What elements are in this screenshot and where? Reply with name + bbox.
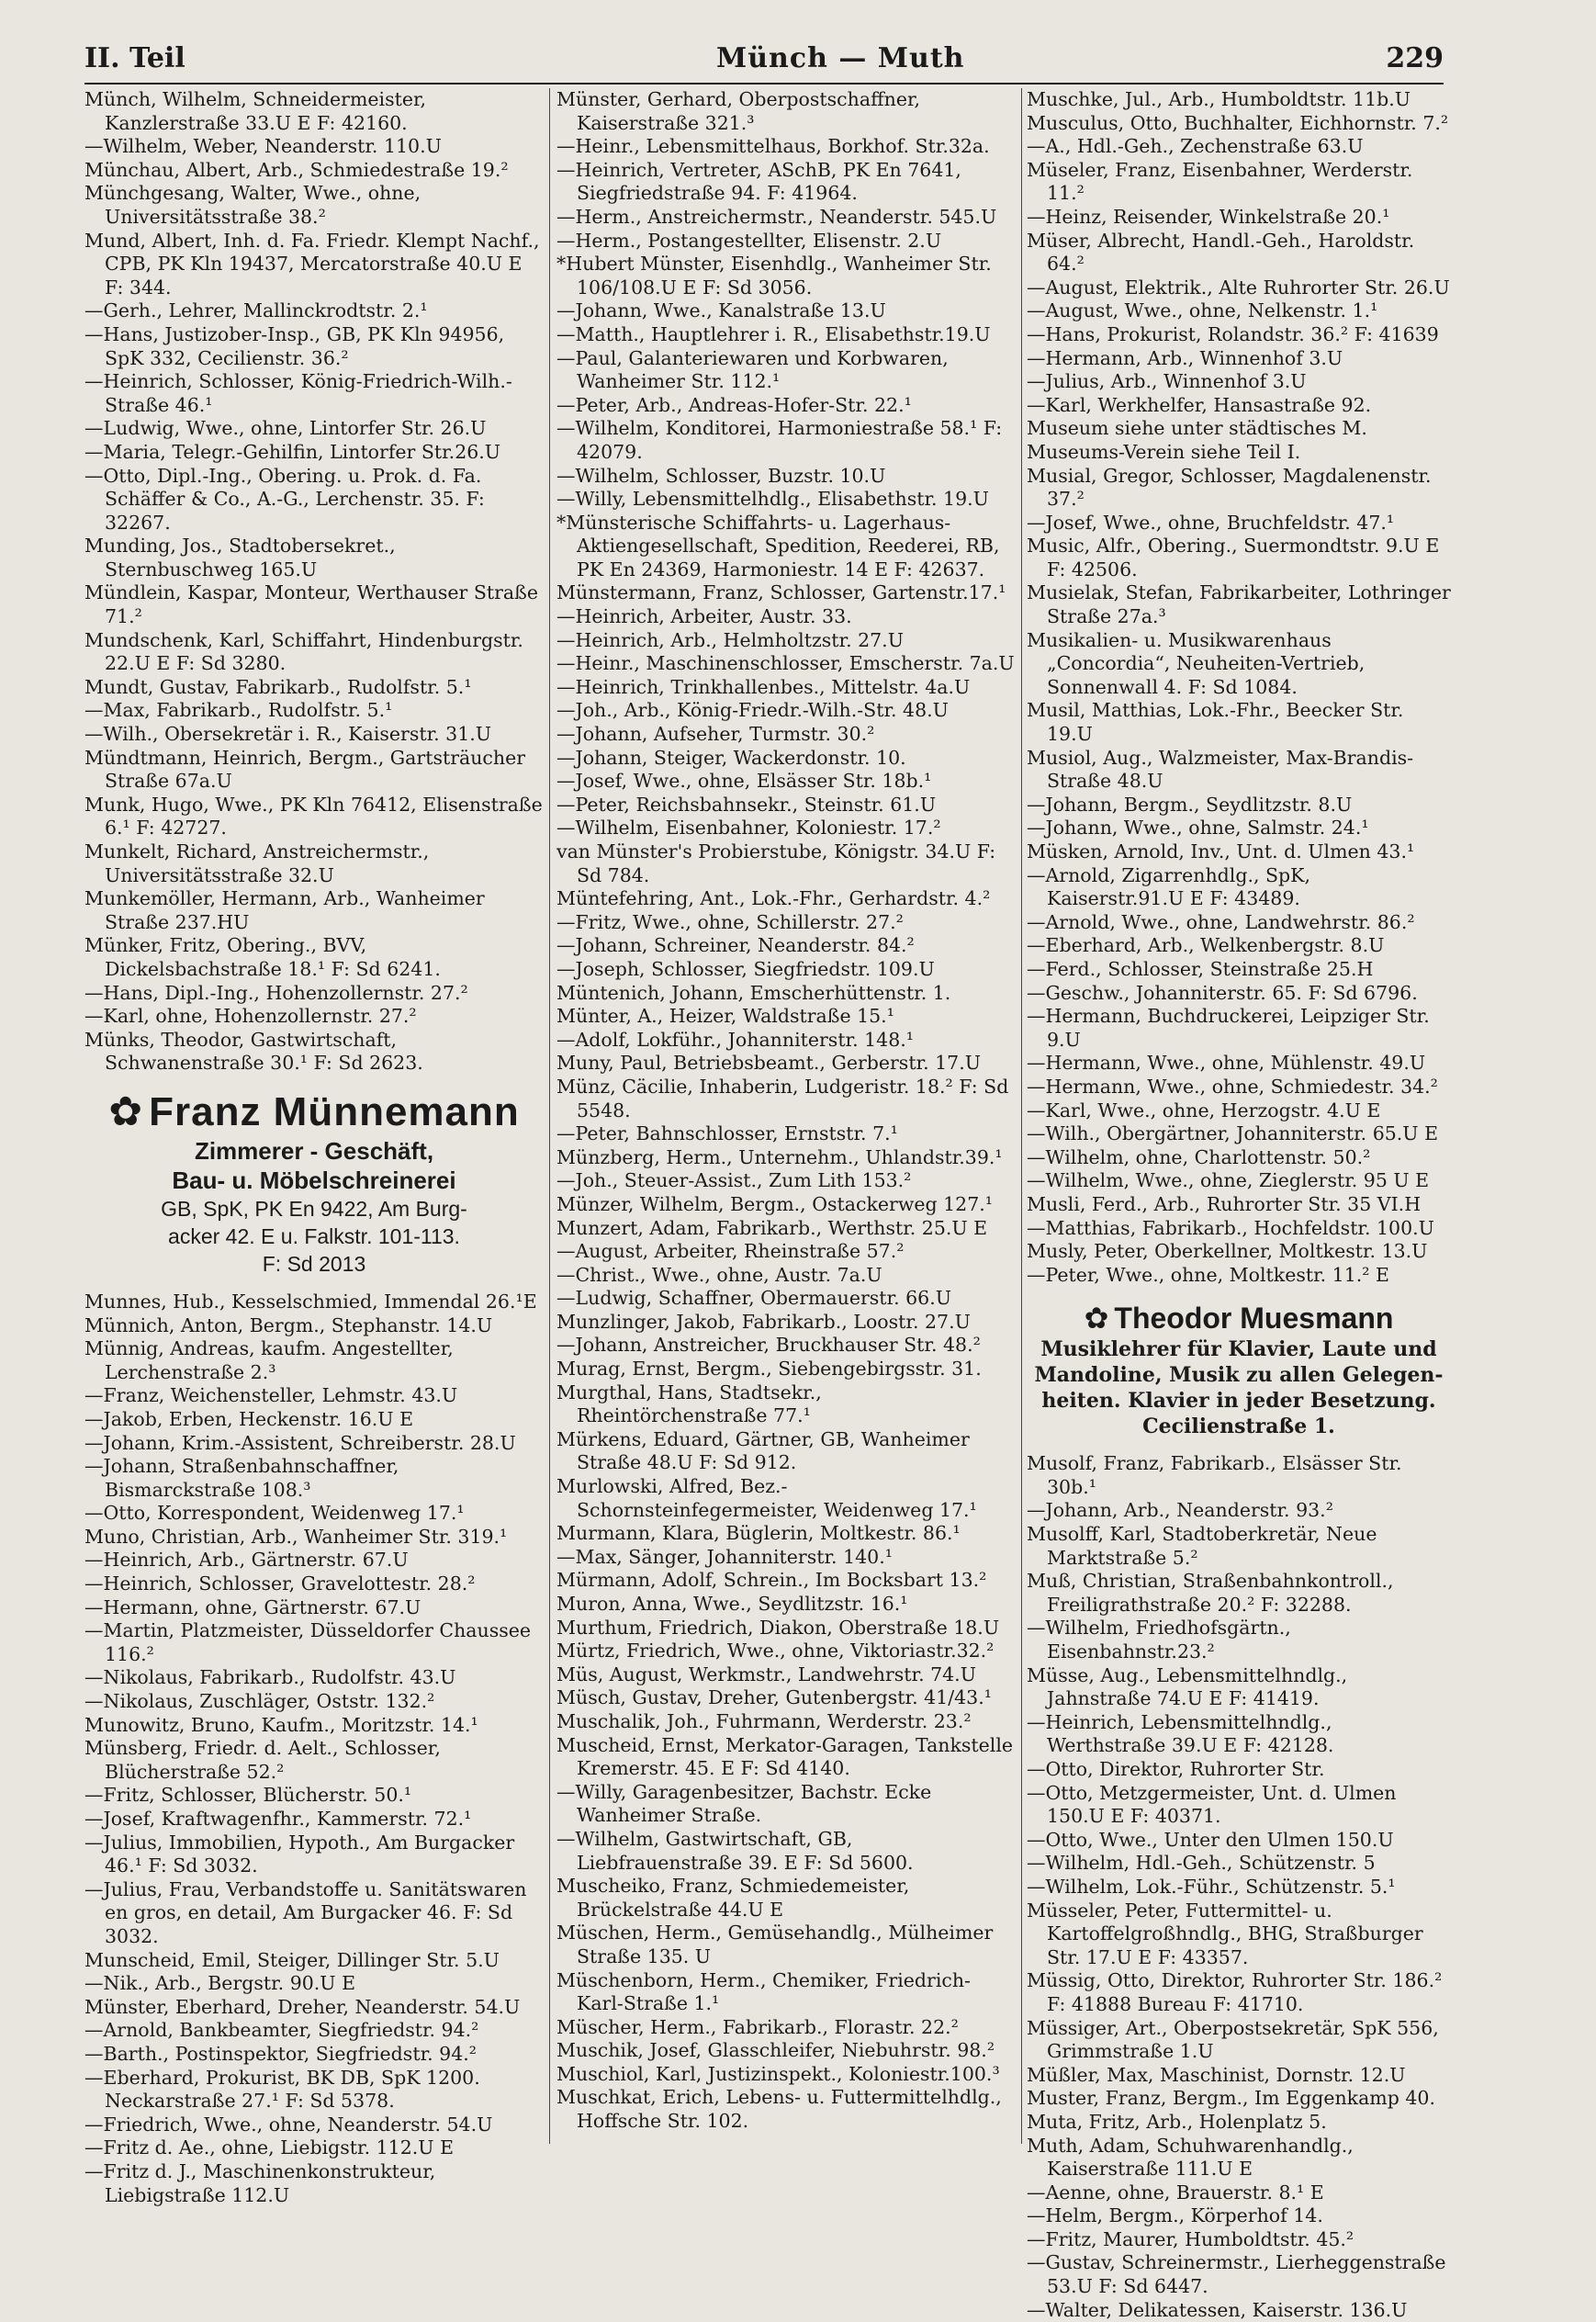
directory-entry: Munding, Jos., Stadtobersekret., Sternbuschweg 165.U <box>84 535 396 580</box>
directory-entry: —Wilh., Obergärtner, Johanniterstr. 65.U E <box>1027 1122 1439 1145</box>
directory-entry: —Johann, Bergm., Seydlitzstr. 8.U <box>1027 793 1353 816</box>
directory-entry: —Josef, Kraftwagenfhr., Kammerstr. 72.¹ <box>84 1808 472 1830</box>
directory-entry: Müsch, Gustav, Dreher, Gutenbergstr. 41/43.¹ <box>556 1686 992 1709</box>
column-1 <box>84 88 544 2206</box>
column-3 <box>1027 88 1451 2321</box>
ad-line: Zimmerer - Geschäft, <box>194 1136 434 1165</box>
directory-entry: Mundt, Gustav, Fabrikarb., Rudolfstr. 5.¹ <box>84 675 472 698</box>
directory-entry: Müntenich, Johann, Emscherhüttenstr. 1. <box>556 981 951 1004</box>
directory-entry: —Otto, Direktor, Ruhrorter Str. <box>1027 1758 1325 1780</box>
ad-company-name <box>84 1088 544 1136</box>
directory-entry: *Münsterische Schiffahrts- u. Lagerhaus-Aktiengesellschaft, Spedition, Reederei, RB, PK En 24369, Harmoniestr. 14 E F: 42637. <box>556 511 1000 580</box>
directory-entry: *Hubert Münster, Eisenhdlg., Wanheimer Str. 106/108.U E F: Sd 3056. <box>556 253 992 299</box>
directory-entry: Münster, Gerhard, Oberpostschaffner, Kaiserstraße 321.³ <box>556 88 921 134</box>
directory-entry: —Karl, Werkhelfer, Hansastraße 92. <box>1027 393 1372 416</box>
directory-entry: —Hans, Dipl.-Ing., Hohenzollernstr. 27.² <box>84 981 468 1004</box>
directory-entry: —Heinrich, Vertreter, ASchB, PK En 7641, Siegfriedstraße 94. F: 41964. <box>556 158 961 205</box>
directory-entry: —Arnold, Wwe., ohne, Landwehrstr. 86.² <box>1027 910 1415 933</box>
directory-entry: —Wilhelm, Weber, Neanderstr. 110.U <box>84 135 442 158</box>
directory-entry: —Gustav, Schreinermstr., Lierheggenstraße 53.U F: Sd 6447. <box>1027 2251 1446 2298</box>
directory-entry: —Fritz d. Ae., ohne, Liebigstr. 112.U E <box>84 2136 455 2159</box>
directory-entry: —Ludwig, Wwe., ohne, Lintorfer Str. 26.U <box>84 417 487 440</box>
directory-entry: —Matthias, Fabrikarb., Hochfeldstr. 100.U <box>1027 1216 1434 1239</box>
directory-entry: Münks, Theodor, Gastwirtschaft, Schwanenstraße 30.¹ F: Sd 2623. <box>84 1028 423 1075</box>
directory-entry: —Fritz, Schlosser, Blücherstr. 50.¹ <box>84 1784 412 1807</box>
directory-entry: —Adolf, Lokführ., Johanniterstr. 148.¹ <box>556 1028 914 1051</box>
directory-entry: —Fritz d. J., Maschinenkonstrukteur, Liebigstraße 112.U <box>84 2159 436 2206</box>
directory-entry: —Otto, Dipl.-Ing., Obering. u. Prok. d. Fa. Schäffer & Co., A.-G., Lerchenstr. 35. F: 32267. <box>84 464 485 534</box>
directory-entry: —Johann, Arb., Neanderstr. 93.² <box>1027 1499 1333 1522</box>
directory-entry: Münnig, Andreas, kaufm. Angestellter, Lerchenstraße 2.³ <box>84 1337 454 1383</box>
directory-entry: —Johann, Wwe., Kanalstraße 13.U <box>556 299 886 322</box>
directory-entry: Münzberg, Herm., Unternehm., Uhlandstr.39.¹ <box>556 1145 1003 1168</box>
directory-entry: —Helm, Bergm., Körperhof 14. <box>1027 2204 1323 2227</box>
section-label: II. Teil <box>84 42 185 74</box>
directory-entry: —Wilhelm, Lok.-Führ., Schützenstr. 5.¹ <box>1027 1875 1396 1898</box>
directory-entry: —Jakob, Erben, Heckenstr. 16.U E <box>84 1407 414 1430</box>
directory-entry: —Ludwig, Schaffner, Obermauerstr. 66.U <box>556 1287 951 1310</box>
directory-entry: Munkemöller, Hermann, Arb., Wanheimer Straße 237.HU <box>84 887 485 933</box>
directory-entry: —Max, Fabrikarb., Rudolfstr. 5.¹ <box>84 699 393 722</box>
ad-line: Bau- u. Möbelschreinerei <box>172 1166 456 1194</box>
directory-entry: —Matth., Hauptlehrer i. R., Elisabethstr.19.U <box>556 322 991 345</box>
directory-entry: Muschke, Jul., Arb., Humboldtstr. 11b.U <box>1027 88 1411 110</box>
directory-entry: —Joseph, Schlosser, Siegfriedstr. 109.U <box>556 957 935 980</box>
directory-entry: Münster, Eberhard, Dreher, Neanderstr. 54.U <box>84 1995 521 2018</box>
directory-entry: —Ferd., Schlosser, Steinstraße 25.H <box>1027 957 1374 980</box>
directory-entry: —Hermann, Buchdruckerei, Leipziger Str. 9.U <box>1027 1005 1430 1051</box>
directory-entry: Museums-Verein siehe Teil I. <box>1027 440 1301 463</box>
directory-entry: —Julius, Immobilien, Hypoth., Am Burgacker 46.¹ F: Sd 3032. <box>84 1831 515 1877</box>
directory-entry: Muta, Fritz, Arb., Holenplatz 5. <box>1027 2110 1327 2133</box>
directory-entry: —Wilhelm, Friedhofsgärtn., Eisenbahnstr.23.² <box>1027 1617 1291 1663</box>
directory-entry: —August, Elektrik., Alte Ruhrorter Str. 26.U <box>1027 276 1450 299</box>
directory-entry: —Willy, Garagenbesitzer, Bachstr. Ecke Wanheimer Straße. <box>556 1780 932 1827</box>
directory-entry: —Peter, Bahnschlosser, Ernststr. 7.¹ <box>556 1122 898 1145</box>
directory-entry: —Christ., Wwe., ohne, Austr. 7a.U <box>556 1263 882 1286</box>
directory-entry: —Wilhelm, Gastwirtschaft, GB, Liebfrauenstraße 39. E F: Sd 5600. <box>556 1827 914 1874</box>
directory-entry: —Willy, Lebensmittelhdlg., Elisabethstr. 19.U <box>556 488 989 511</box>
directory-entry: —Aenne, ohne, Brauerstr. 8.¹ E <box>1027 2181 1324 2204</box>
directory-entry: —Johann, Wwe., ohne, Salmstr. 24.¹ <box>1027 817 1369 840</box>
directory-entry: —Johann, Schreiner, Neanderstr. 84.² <box>556 934 915 957</box>
page-number: 229 <box>1386 42 1444 74</box>
directory-entry: —Arnold, Bankbeamter, Siegfriedstr. 94.² <box>84 2019 479 2042</box>
directory-entry: —Karl, ohne, Hohenzollernstr. 27.² <box>84 1005 417 1028</box>
directory-entry: Muschkat, Erich, Lebens- u. Futtermittelhdlg., Hoffsche Str. 102. <box>556 2086 1002 2133</box>
directory-entry: Müser, Albrecht, Handl.-Geh., Haroldstr. 64.² <box>1027 229 1415 276</box>
directory-entry: Müsken, Arnold, Inv., Unt. d. Ulmen 43.¹ <box>1027 840 1415 862</box>
directory-entry: Murlowski, Alfred, Bez.-Schornsteinfegermeister, Weidenweg 17.¹ <box>556 1475 977 1521</box>
directory-entry: Musial, Gregor, Schlosser, Magdalenenstr. 37.² <box>1027 464 1432 511</box>
directory-entry: —Wilhelm, Konditorei, Harmoniestraße 58.¹ F: 42079. <box>556 417 1003 463</box>
directory-entry: Mürmann, Adolf, Schrein., Im Bocksbart 13.² <box>556 1569 987 1592</box>
directory-entry: Muny, Paul, Betriebsbeamt., Gerberstr. 17.U <box>556 1052 982 1075</box>
directory-entry: Musiol, Aug., Walzmeister, Max-Brandis-Straße 48.U <box>1027 746 1414 793</box>
directory-entry: —Wilhelm, Wwe., ohne, Zieglerstr. 95 U E <box>1027 1169 1430 1192</box>
directory-entry: —Nik., Arb., Bergstr. 90.U E <box>84 1972 356 1995</box>
directory-entry: —Peter, Reichsbahnsekr., Steinstr. 61.U <box>556 793 937 816</box>
directory-entry: —Martin, Platzmeister, Düsseldorfer Chaussee 116.² <box>84 1619 532 1665</box>
directory-entry: —Johann, Steiger, Wackerdonstr. 10. <box>556 746 906 769</box>
directory-entry: Muß, Christian, Straßenbahnkontroll., Freiligrathstraße 20.² F: 32288. <box>1027 1570 1394 1616</box>
flower-ornament-icon: ✿ <box>1084 1302 1109 1336</box>
directory-entry: —Heinrich, Trinkhallenbes., Mittelstr. 4a.U <box>556 675 971 698</box>
directory-entry: Musolff, Karl, Stadtoberkretär, Neue Marktstraße 5.² <box>1027 1523 1377 1569</box>
ad-name-text: Franz Münnemann <box>149 1088 520 1134</box>
page-header <box>84 37 1444 85</box>
directory-entry: Müssig, Otto, Direktor, Ruhrorter Str. 186.² F: 41888 Bureau F: 41710. <box>1027 1969 1443 2015</box>
directory-entry: —Heinr., Maschinenschlosser, Emscherstr. 7a.U <box>556 652 1015 675</box>
directory-entry: Muschik, Josef, Glasschleifer, Niebuhrstr. 98.² <box>556 2039 995 2062</box>
directory-entry: Müs, August, Werkmstr., Landwehrstr. 74.U <box>556 1663 976 1685</box>
directory-entry: —Peter, Arb., Andreas-Hofer-Str. 22.¹ <box>556 393 912 416</box>
advertisement-theodor-muesmann <box>1027 1300 1451 1439</box>
directory-entry: Münker, Fritz, Obering., BVV, Dickelsbachstraße 18.¹ F: Sd 6241. <box>84 934 441 980</box>
directory-entry: Muscheiko, Franz, Schmiedemeister, Brückelstraße 44.U E <box>556 1875 910 1921</box>
directory-entry: —Geschw., Johanniterstr. 65. F: Sd 6796. <box>1027 981 1418 1004</box>
directory-entry: Müsseler, Peter, Futtermittel- u. Kartoffelgroßhndlg., BHG, Straßburger Str. 17.U E F: 43357. <box>1027 1899 1423 1968</box>
directory-entry: —Karl, Wwe., ohne, Herzogstr. 4.U E <box>1027 1099 1381 1122</box>
column-divider <box>549 88 550 2144</box>
ad-line: F: Sd 2013 <box>262 1251 366 1276</box>
directory-entry: van Münster's Probierstube, Königstr. 34.U F: Sd 784. <box>556 840 996 886</box>
directory-entry: Munk, Hugo, Wwe., PK Kln 76412, Elisenstraße 6.¹ F: 42727. <box>84 793 543 840</box>
directory-entry: —Paul, Galanteriewaren und Korbwaren, Wanheimer Str. 112.¹ <box>556 346 949 393</box>
directory-entry: Musculus, Otto, Buchhalter, Eichhornstr. 7.² <box>1027 111 1449 134</box>
directory-entry: Münchgesang, Walter, Wwe., ohne, Universitätsstraße 38.² <box>84 182 421 228</box>
directory-entry: Muschiol, Karl, Justizinspekt., Koloniestr.100.³ <box>556 2062 1000 2085</box>
directory-entry: —Wilhelm, Hdl.-Geh., Schützenstr. 5 <box>1027 1852 1376 1875</box>
directory-entry: —Joh., Arb., König-Friedr.-Wilh.-Str. 48.U <box>556 699 949 722</box>
directory-entry: —Wilh., Obersekretär i. R., Kaiserstr. 31.U <box>84 723 492 746</box>
running-head: Münch — Muth <box>716 42 965 74</box>
directory-entry: Müscher, Herm., Fabrikarb., Florastr. 22.² <box>556 2015 959 2038</box>
directory-entry: —Otto, Metzgermeister, Unt. d. Ulmen 150.U E F: 40371. <box>1027 1781 1397 1828</box>
directory-entry: —Josef, Wwe., ohne, Elsässer Str. 18b.¹ <box>556 770 932 793</box>
directory-entry: —Nikolaus, Zuschläger, Oststr. 132.² <box>84 1690 435 1713</box>
directory-entry: —Eberhard, Arb., Welkenbergstr. 8.U <box>1027 934 1385 957</box>
directory-entry: —Hermann, Wwe., ohne, Schmiedestr. 34.² <box>1027 1075 1438 1098</box>
directory-entry: Musolf, Franz, Fabrikarb., Elsässer Str. 30b.¹ <box>1027 1452 1402 1498</box>
directory-entry: —Gerh., Lehrer, Mallinckrodtstr. 2.¹ <box>84 299 428 322</box>
directory-entry: Münsberg, Friedr. d. Aelt., Schlosser, Blücherstraße 52.² <box>84 1737 441 1783</box>
directory-entry: Murag, Ernst, Bergm., Siebengebirgsstr. 31. <box>556 1358 982 1381</box>
directory-entry: —Herm., Anstreichermstr., Neanderstr. 545.U <box>556 205 997 228</box>
directory-entry: —A., Hdl.-Geh., Zechenstraße 63.U <box>1027 135 1364 158</box>
directory-entry: —Heinrich, Schlosser, König-Friedrich-Wilh.-Straße 46.¹ <box>84 370 512 416</box>
directory-entry: Münch, Wilhelm, Schneidermeister, Kanzlerstraße 33.U E F: 42160. <box>84 88 427 134</box>
directory-entry: —Josef, Wwe., ohne, Bruchfeldstr. 47.¹ <box>1027 511 1395 534</box>
directory-entry: Münzer, Wilhelm, Bergm., Ostackerweg 127.¹ <box>556 1192 994 1215</box>
directory-entry: Muno, Christian, Arb., Wanheimer Str. 319.¹ <box>84 1525 508 1548</box>
directory-entry: Muster, Franz, Bergm., Im Eggenkamp 40. <box>1027 2087 1435 2110</box>
directory-entry: —Julius, Frau, Verbandstoffe u. Sanitätswaren en gros, en detail, Am Burgacker 46. F: Sd 3032. <box>84 1877 527 1947</box>
directory-entry: Munnes, Hub., Kesselschmied, Immendal 26.¹E <box>84 1290 537 1313</box>
directory-entry: —Otto, Korrespondent, Weidenweg 17.¹ <box>84 1502 465 1525</box>
directory-entry: Mündlein, Kaspar, Monteur, Werthauser Straße 71.² <box>84 581 538 628</box>
directory-entry: —Eberhard, Prokurist, BK DB, SpK 1200. Neckarstraße 27.¹ F: Sd 5378. <box>84 2066 480 2113</box>
directory-entry: Museum siehe unter städtisches M. <box>1027 417 1367 440</box>
directory-entry: —Maria, Telegr.-Gehilfin, Lintorfer Str.26.U <box>84 440 501 463</box>
directory-entry: Munscheid, Emil, Steiger, Dillinger Str. 5.U <box>84 1948 500 1971</box>
directory-entry: —Joh., Steuer-Assist., Zum Lith 153.² <box>556 1169 912 1192</box>
directory-entry: Musil, Matthias, Lok.-Fhr., Beecker Str. 19.U <box>1027 699 1404 746</box>
directory-entry: Müschenborn, Herm., Chemiker, Friedrich-Karl-Straße 1.¹ <box>556 1968 971 2015</box>
directory-entry: Musielak, Stefan, Fabrikarbeiter, Lothringer Straße 27a.³ <box>1027 581 1451 628</box>
column-divider <box>1021 88 1022 2144</box>
directory-entry: —Fritz, Wwe., ohne, Schillerstr. 27.² <box>556 910 904 933</box>
directory-entry: Murgthal, Hans, Stadtsekr., Rheintörchenstraße 77.¹ <box>556 1381 822 1427</box>
directory-entry: —Julius, Arb., Winnenhof 3.U <box>1027 370 1307 393</box>
directory-entry: —Johann, Straßenbahnschaffner, Bismarckstraße 108.³ <box>84 1455 399 1501</box>
ad-company-name <box>1027 1300 1451 1336</box>
directory-entry: Müsse, Aug., Lebensmittelhndlg., Jahnstraße 74.U E F: 41419. <box>1027 1663 1348 1710</box>
directory-entry: —Johann, Anstreicher, Bruckhauser Str. 48.² <box>556 1334 981 1357</box>
directory-entry: —August, Arbeiter, Rheinstraße 57.² <box>556 1240 905 1263</box>
directory-entry: Mürkens, Eduard, Gärtner, GB, Wanheimer Straße 48.U F: Sd 912. <box>556 1427 970 1474</box>
directory-entry: Mündtmann, Heinrich, Bergm., Gartsträucher Straße 67a.U <box>84 746 526 793</box>
directory-entry: Müschen, Herm., Gemüsehandlg., Mülheimer Straße 135. U <box>556 1922 994 1967</box>
directory-entry: —Barth., Postinspektor, Siegfriedstr. 94.² <box>84 2042 477 2065</box>
directory-entry: Münnich, Anton, Bergm., Stephanstr. 14.U <box>84 1313 493 1336</box>
directory-entry: —Max, Sänger, Johanniterstr. 140.¹ <box>556 1545 893 1568</box>
directory-entry: Muschalik, Joh., Fuhrmann, Werderstr. 23.² <box>556 1709 972 1732</box>
directory-entry: —Johann, Aufseher, Turmstr. 30.² <box>556 723 875 746</box>
directory-entry: Munzlinger, Jakob, Fabrikarb., Loostr. 27.U <box>556 1310 971 1333</box>
directory-entry: Müntefehring, Ant., Lok.-Fhr., Gerhardstr. 4.² <box>556 887 991 910</box>
directory-entry: —Wilhelm, ohne, Charlottenstr. 50.² <box>1027 1145 1371 1168</box>
directory-entry: —Friedrich, Wwe., ohne, Neanderstr. 54.U <box>84 2113 493 2136</box>
directory-entry: Musli, Ferd., Arb., Ruhrorter Str. 35 VI.H <box>1027 1192 1422 1215</box>
directory-entry: Music, Alfr., Obering., Suermondtstr. 9.U E F: 42506. <box>1027 535 1440 580</box>
directory-entry: —Fritz, Maurer, Humboldtstr. 45.² <box>1027 2227 1354 2250</box>
directory-entry: —Hans, Justizober-Insp., GB, PK Kln 94956, SpK 332, Cecilienstr. 36.² <box>84 322 505 369</box>
directory-entry: —Hans, Prokurist, Rolandstr. 36.² F: 41639 <box>1027 322 1439 345</box>
directory-entry: Münchau, Albert, Arb., Schmiedestraße 19.² <box>84 158 509 181</box>
directory-entry: Murthum, Friedrich, Diakon, Oberstraße 18.U <box>556 1616 1000 1639</box>
directory-entry: Mürtz, Friedrich, Wwe., ohne, Viktoriastr.32.² <box>556 1640 995 1663</box>
directory-entry: —Hermann, Arb., Winnenhof 3.U <box>1027 346 1343 369</box>
directory-entry: —Arnold, Zigarrenhdlg., SpK, Kaiserstr.91.U E F: 43489. <box>1027 863 1310 910</box>
directory-entry: Münz, Cäcilie, Inhaberin, Ludgeristr. 18.² F: Sd 5548. <box>556 1075 1009 1122</box>
directory-entry: —Johann, Krim.-Assistent, Schreiberstr. 28.U <box>84 1431 516 1454</box>
directory-entry: Müssiger, Art., Oberpostsekretär, SpK 556, Grimmstraße 1.U <box>1027 2016 1439 2063</box>
directory-entry: Mundschenk, Karl, Schiffahrt, Hindenburgstr. 22.U E F: Sd 3280. <box>84 628 523 675</box>
directory-entry: —Peter, Wwe., ohne, Moltkestr. 11.² E <box>1027 1263 1389 1286</box>
directory-entry: Mund, Albert, Inh. d. Fa. Friedr. Klempt Nachf., CPB, PK Kln 19437, Mercatorstraße 40.U E F: 344. <box>84 229 540 299</box>
directory-entry: —Herm., Postangestellter, Elisenstr. 2.U <box>556 229 942 252</box>
ad-line: Cecilienstraße 1. <box>1142 1415 1335 1439</box>
column-2 <box>556 88 1016 2144</box>
directory-entry: —Hermann, ohne, Gärtnerstr. 67.U <box>84 1595 421 1618</box>
directory-entry: —Hermann, Wwe., ohne, Mühlenstr. 49.U <box>1027 1052 1426 1075</box>
directory-entry: —Wilhelm, Schlosser, Buzstr. 10.U <box>556 464 886 487</box>
directory-entry: —August, Wwe., ohne, Nelkenstr. 1.¹ <box>1027 299 1378 322</box>
directory-entry: Muron, Anna, Wwe., Seydlitzstr. 16.¹ <box>556 1593 908 1615</box>
directory-entry: Munowitz, Bruno, Kaufm., Moritzstr. 14.¹ <box>84 1713 478 1736</box>
directory-entry: Musly, Peter, Oberkellner, Moltkestr. 13.U <box>1027 1240 1428 1263</box>
directory-entry: Musikalien- u. Musikwarenhaus „Concordia“, Neuheiten-Vertrieb, Sonnenwall 4. F: Sd 1084. <box>1027 628 1366 698</box>
directory-entry: —Walter, Delikatessen, Kaiserstr. 136.U <box>1027 2298 1408 2321</box>
directory-entry: Münstermann, Franz, Schlosser, Gartenstr.17.¹ <box>556 581 1006 604</box>
directory-entry: —Heinrich, Lebensmittelhndlg., Werthstraße 39.U E F: 42128. <box>1027 1710 1334 1757</box>
directory-entry: —Heinrich, Schlosser, Gravelottestr. 28.² <box>84 1572 476 1595</box>
directory-entry: —Heinrich, Arb., Gärtnerstr. 67.U <box>84 1549 409 1572</box>
directory-entry: Muscheid, Ernst, Merkator-Garagen, Tankstelle Kremerstr. 45. E F: Sd 4140. <box>556 1733 1014 1780</box>
directory-entry: Munkelt, Richard, Anstreichermstr., Universitätsstraße 32.U <box>84 840 430 886</box>
directory-entry: —Wilhelm, Eisenbahner, Koloniestr. 17.² <box>556 817 941 840</box>
directory-entry: Murmann, Klara, Büglerin, Moltkestr. 86.¹ <box>556 1522 961 1545</box>
directory-entry: Müßler, Max, Maschinist, Dornstr. 12.U <box>1027 2063 1406 2086</box>
directory-entry: Muth, Adam, Schuhwarenhandlg., Kaiserstraße 111.U E <box>1027 2134 1354 2181</box>
directory-entry: —Heinr., Lebensmittelhaus, Borkhof. Str.32a. <box>556 135 990 158</box>
ad-name-text: Theodor Muesmann <box>1114 1302 1394 1336</box>
directory-entry: —Otto, Wwe., Unter den Ulmen 150.U <box>1027 1828 1394 1851</box>
flower-ornament-icon: ✿ <box>108 1088 144 1134</box>
directory-entry: —Heinrich, Arb., Helmholtzstr. 27.U <box>556 628 904 651</box>
directory-entry: —Franz, Weichensteller, Lehmstr. 43.U <box>84 1384 458 1407</box>
directory-entry: —Heinz, Reisender, Winkelstraße 20.¹ <box>1027 205 1390 228</box>
ad-line: Mandoline, Musik zu allen Gelegen- <box>1034 1363 1444 1388</box>
ad-line: GB, SpK, PK En 9422, Am Burg- <box>161 1196 467 1221</box>
ad-line: heiten. Klavier in jeder Besetzung. <box>1041 1389 1436 1414</box>
directory-entry: Müseler, Franz, Eisenbahner, Werderstr. 11.² <box>1027 158 1413 205</box>
directory-entry: Munzert, Adam, Fabrikarb., Werthstr. 25.U E <box>556 1216 988 1239</box>
advertisement-franz-muennemann <box>84 1088 544 1278</box>
directory-entry: —Nikolaus, Fabrikarb., Rudolfstr. 43.U <box>84 1666 456 1689</box>
directory-entry: Münter, A., Heizer, Waldstraße 15.¹ <box>556 1005 894 1028</box>
ad-line: Musiklehrer für Klavier, Laute und <box>1040 1337 1437 1362</box>
directory-entry: —Heinrich, Arbeiter, Austr. 33. <box>556 605 852 628</box>
ad-line: acker 42. E u. Falkstr. 101-113. <box>168 1223 460 1248</box>
